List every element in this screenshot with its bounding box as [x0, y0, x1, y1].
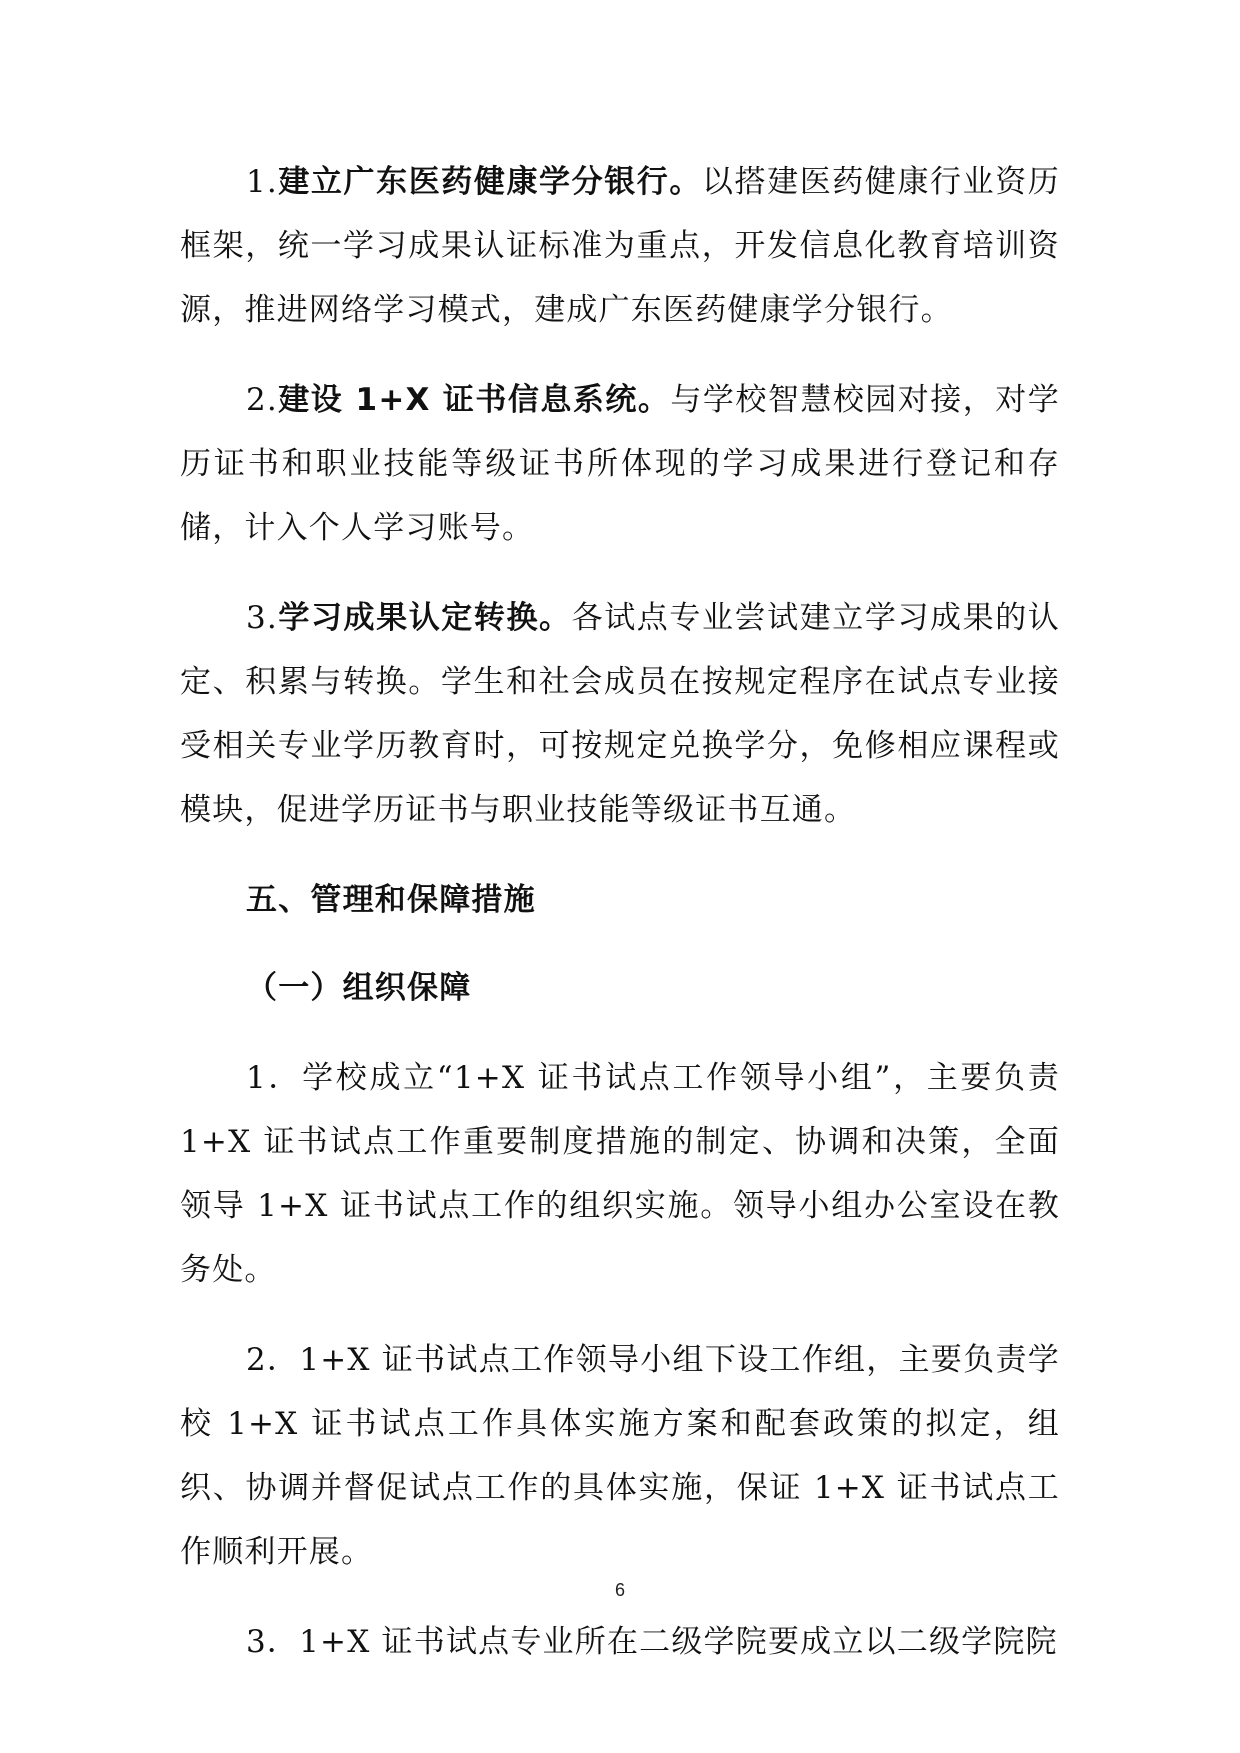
subsection-heading: （一）组织保障 — [246, 970, 472, 1006]
paragraph-3-body: 各试点专业尝试建立学习成果的认定、积累与转换。学生和社会成员在按规定程序在试点专业接受相关专业学历教育时，可按规定兑换学分，免修相应课程或模块，促进学历证书与职业技能等级证书互通。 — [180, 600, 1060, 828]
paragraph-2 — [180, 368, 1060, 560]
paragraph-3-number: 3. — [246, 600, 278, 636]
section-heading: 五、管理和保障措施 — [246, 882, 536, 918]
paragraph-1-body: 以搭建医药健康行业资历框架，统一学习成果认证标准为重点，开发信息化教育培训资源，推进网络学习模式，建成广东医药健康学分银行。 — [180, 164, 1060, 328]
paragraph-1-title: 建立广东医药健康学分银行。 — [277, 164, 702, 200]
paragraph-3 — [180, 586, 1060, 842]
paragraph-2-number: 2. — [246, 382, 278, 418]
guarantee-item-2: 2．1+X 证书试点工作领导小组下设工作组，主要负责学校 1+X 证书试点工作具体实施方案和配套政策的拟定，组织、协调并督促试点工作的具体实施，保证 1+X 证书试点工作顺利开展。 — [180, 1342, 1060, 1570]
paragraph-3-title: 学习成果认定转换。 — [277, 600, 572, 636]
paragraph-2-title: 建设 1+X 证书信息系统。 — [277, 382, 671, 418]
guarantee-item-1: 1．学校成立“1+X 证书试点工作领导小组”，主要负责 1+X 证书试点工作重要制度措施的制定、协调和决策，全面领导 1+X 证书试点工作的组织实施。领导小组办公室设在教务处。 — [180, 1060, 1060, 1288]
page-number: 6 — [614, 1580, 625, 1600]
paragraph-1-number: 1. — [246, 164, 278, 200]
guarantee-item-3: 3．1+X 证书试点专业所在二级学院要成立以二级学院院 — [246, 1624, 1058, 1660]
paragraph-1 — [180, 150, 1060, 342]
document-content — [180, 150, 1060, 1700]
paragraph-2-body: 与学校智慧校园对接，对学历证书和职业技能等级证书所体现的学习成果进行登记和存储，计入个人学习账号。 — [180, 382, 1060, 546]
